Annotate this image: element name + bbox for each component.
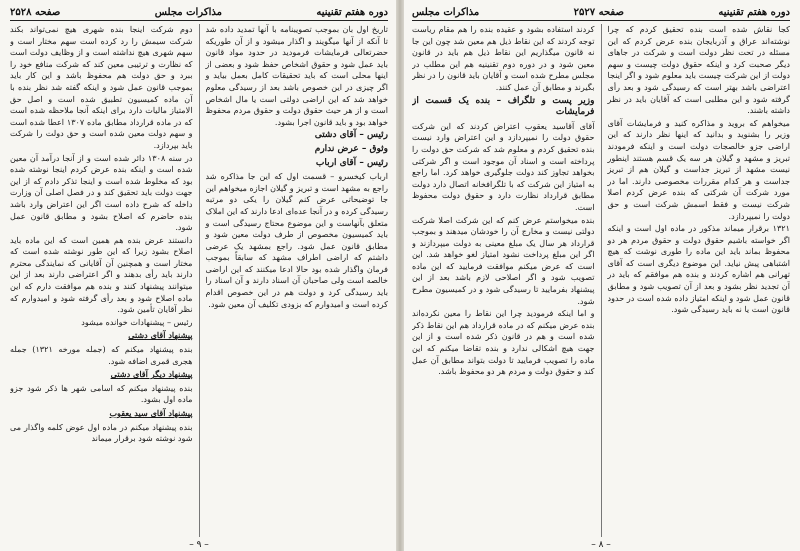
paragraph: میخواهم که بروید و مذاکره کنید و فرمایشات آقای وزیر را بشنوید و بدانید که اینها نظر دارند که این اراضی جزو خالصجات دولت است و اینکه فرمودند تبریز و مشهد و گیلان هر سه یک قسم هستند اینطور نیست مشهد از تبریز جداست و گیلان هم از تبریز جداست و هر کدام مقررات مخصوصی دارند. اما در مورد شرکت آن شرکتی که بنده عرض کردم اصلا شرکت نیست و فقط اسمش شرکت است و حق دولت را نمیپردازد. — [607, 117, 790, 221]
paragraph: بنده میخواستم عرض کنم که این شرکت اصلا شرکت دولتی نیست و مخارج آن را خودشان میدهند و بموجب قرارداد هر سال یک مبلغ معینی به دولت میپردازند و اگر این مبلغ پرداخت نشود امتیاز لغو خواهد شد. این است که عرض میکنم موافقت فرمایید که این ماده تصویب شود و اگر اصلاحی لازم باشد بعد از این پیشنهاد بفرمایید تا رسیدگی شود و در کمیسیون مطرح شود. — [412, 214, 595, 306]
right-page-title: مذاکرات مجلس — [412, 6, 480, 18]
left-page — [0, 0, 398, 551]
left-page-right-column — [199, 24, 389, 537]
paragraph: کجا نقاش شده است بنده تحقیق کردم که چرا نوشته‌اند عراق و آذربایجان بنده عرض کردم که این مسئله در تحت نظر دولت است و شرکت در جاهای دیگر صحبت کرد و اینکه حقوق دولت چیست و سهم دولت از این شرکت چیست باید معلوم شود و اگر اینجا اعتراضی باشد بهتر است که رسیدگی شود و بعد رأی گرفته شود و این مطلبی است که آقایان باید در نظر داشته باشند. — [607, 24, 790, 116]
speaker-heading: وزیر پست و تلگراف – بنده یک قسمت از فرمایشات — [412, 95, 595, 118]
paragraph: دوم شرکت اینجا بنده شهری هیچ نمی‌تواند بکند شرکت سیمش را رد کرده است سهم مختار است و سهم شهری هیچ نداشته است و از وظایف دولت است که نظارت و ترتیبی معین کند که شرکت منافع خود را ببرد و حق دولت هم محفوظ باشد و این کار باید بموجب قانون عمل شود و اینکه گفته شد نظر بنده با آن ماده کمیسیون تطبیق شده است و اصل حق الامتیاز مالیات دارد برای اینکه آنجا ملاحظه شده است که در ماده قرارداد مطابق ماده ۱۳۰۷ اعطا شده است و سهم دولت معین شده است و حق دولت را شرکت باید بپردازد. — [10, 24, 193, 150]
speaker-heading: رئیس – آقای ارباب — [315, 157, 388, 168]
paragraph: تاریخ اول بان بموجب تصویبنامه با آنها تمدید داده شد تا آنکه از آنها میگویند و اگذار میشود و از آن طوریکه حضرتعالی فرمایشات فرمودید در حدود مواد قانون باید عمل شود و حقوق اشخاص حفظ شود و بعضی از اینها محلی است که باید تحقیقات کامل بعمل بیاید و اگر چیزی در این خصوص باشد بعد از رسیدگی معلوم خواهد شد که این اراضی دولتی است یا مال اشخاص است و از هر حیث حقوق دولت و حقوق مردم محفوظ خواهد بود و باید قانون اجرا بشود. — [205, 24, 388, 127]
right-page-right-column — [601, 24, 791, 537]
right-page-number-label: صفحه ۲۵۲۷ — [573, 6, 624, 18]
right-page-left-column — [412, 24, 595, 537]
paragraph: بنده پیشنهاد میکنم که (جمله مورخه ۱۳۲۱) جمله هجری قمری اضافه شود. — [10, 344, 193, 366]
paragraph: ارباب کیخسرو – قسمت اول که این جا مذاکره شد راجع به مشهد است و تبریز و گیلان اجازه میخواهم این جا توضیحاتی عرض کنم گیلان را یکی دو مرتبه رسیدگی کرده و در آنجا عده‌ای ادعا دارند که این املاک متعلق بآنهاست و این موضوع محتاج رسیدگی است و باید کمیسیون مخصوص از طرف دولت معین شود و مطابق قانون عمل شود. راجع بمشهد یک عرضی داشتم که اراضی اطراف مشهد که سابقاً بموجب فرمان واگذار شده بود حالا ادعا میکنند که این اراضی خالصه است ولی صاحبان آن اسناد دارند و آن اسناد را باید رسیدگی کرد و دولت هم در این خصوص اقدام کرده است و امیدوارم که بزودی تکلیف آن معین شود. — [205, 171, 388, 309]
paragraph: کردند استفاده بشود و عقیده بنده را هم مقام ریاست توجه کردند که این نقاط ذیل هم معین شد چون این جا نه قانون میگذاریم این نقاط ذیل هم باید در قانون معین شود و در دوره دوم تقنینیه هم این مطلب در مجلس مطرح شده است و آقایان باید قانون را در نظر بگیرند و مطابق آن عمل کنند. — [412, 24, 595, 92]
left-page-left-column — [10, 24, 193, 537]
paragraph: ۱۳۲۱ برقرار میماند مذکور در ماده اول است و اینکه اگر خواسته باشیم حقوق دولت و حقوق مردم هر دو محفوظ بماند باید این ماده را طوری نوشت که هیچ اشتباهی پیش نیاید. این موضوع دیگری است که آقای تهرانی هم اشاره کردند و بنده هم موافقم که باید در آن تجدید نظر بشود و بعد از آن تصویب شود و مطابق قانون عمل شود و اینکه امتیاز داده شده است در حدود قانون است یا نه باید رسیدگی شود. — [607, 223, 790, 315]
paragraph: دانستند عرض بنده هم همین است که این ماده باید اصلاح بشود زیرا که این طور نوشته شده است که مختار است و همچنین آن آقایانی که نمایندگی محترم دارند باید رأی بدهند و اگر اعتراضی دارند بعد از این میتوانند پیشنهاد کنند و بنده هم موافقت دارم که این ماده اصلاح شود و بعد رأی گرفته شود و امیدوارم که نظر آقایان تأمین شود. — [10, 234, 193, 315]
speaker-heading: وثوق – عرض ندارم — [314, 143, 388, 154]
left-page-session: دوره هفتم تقنینیه — [316, 6, 388, 18]
paragraph: آقای آقاسید یعقوب اعتراض کردند که این شرکت حقوق دولت را نمیپردازد و این اعتراض وارد نیست بنده تحقیق کردم و معلوم شد که شرکت حق دولت را پرداخته است و اسناد آن موجود است و اگر شرکتی بخواهد تجاوز کند دولت جلوگیری خواهد کرد. اما راجع به امتیاز این شرکت که با تلگرافخانه اتصال دارد دولت مطابق قرارداد نظارت دارد و حقوق دولت محفوظ است. — [412, 120, 595, 212]
right-page-footer-number: – ۸ – — [591, 540, 611, 550]
left-page-footer-number: – ۹ – — [189, 540, 209, 550]
paragraph: بنده پیشنهاد میکنم که اسامی شهر ها ذکر شود جزو ماده اول بشود. — [10, 382, 193, 405]
proposal-heading: پیشنهاد دیگر آقای دشتی — [110, 369, 193, 380]
left-page-header — [10, 4, 388, 21]
right-page-session: دوره هفتم تقنینیه — [718, 6, 790, 18]
paragraph: رئیس – پیشنهادات خوانده میشود — [81, 316, 193, 327]
proposal-heading: پیشنهاد آقای سید یعقوب — [109, 408, 193, 418]
speaker-heading: رئیس – آقای دشتی — [314, 130, 388, 141]
paragraph: بنده پیشنهاد میکنم در ماده اول عوض کلمه واگذار می شود نوشته شود برقرار میماند — [10, 421, 193, 444]
right-page — [402, 0, 800, 551]
paragraph: در سنه ۱۳۰۸ دائر شده است و از آنجا درآمد آن معین شده است و اینکه بنده عرض کردم اینجا نوشته شده بود که مخلوط شده است و اینجا تذکر دادم که از این جهت دولت باید تحقیق کند و در فصل اصلی آن وزارت داخله که شرح داده است اگر این اعتراض وارد باشد بنده حاضرم که اصلاح بشود و مطابق قانون عمل شود. — [10, 152, 193, 233]
left-page-number-label: صفحه ۲۵۲۸ — [10, 6, 61, 18]
proposal-heading: پیشنهاد آقای دشتی — [128, 330, 193, 341]
left-page-title: مذاکرات مجلس — [154, 6, 222, 18]
paragraph: و اما اینکه فرمودید چرا این نقاط را معین نکرده‌اند بنده عرض میکنم که در ماده قرارداد هم این نقاط ذکر شده است و هم در قانون ذکر شده است و از این جهت هیچ اشکالی ندارد و بنده تقاضا میکنم که این ماده را تصویب فرمایید تا دولت بتواند مطابق آن عمل کند و حقوق دولت و مردم هر دو محفوظ باشد. — [412, 308, 595, 377]
right-page-header — [412, 4, 790, 21]
